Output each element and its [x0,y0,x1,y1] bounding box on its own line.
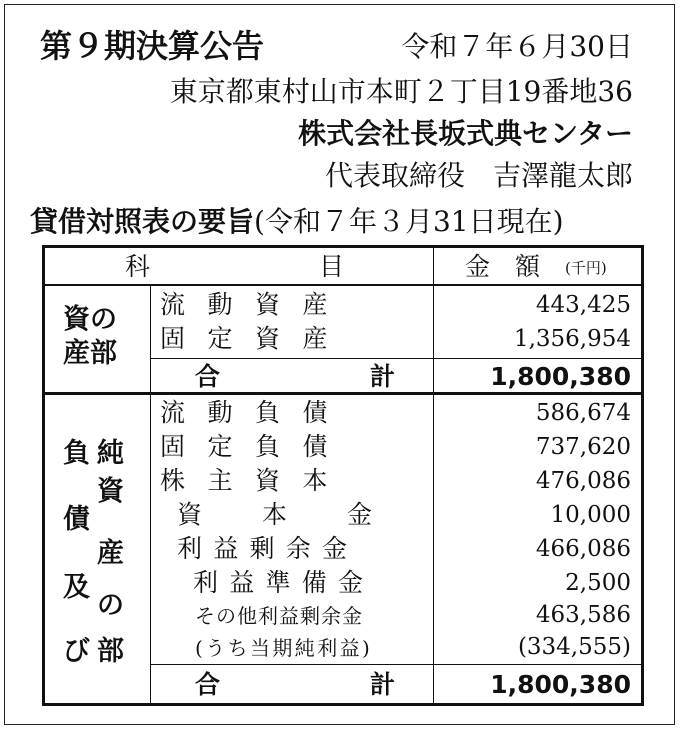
liab-row-label: 資本金 [177,500,433,529]
company-address: 東京都東村山市本町２丁目19番地36 [169,75,633,108]
notice-title: 第９期決算公告 [40,27,265,65]
asset-row-value: 443,425 [535,292,631,318]
subtitle-main: 貸借対照表の要旨 [30,205,255,238]
assets-total-value: 1,800,380 [490,362,631,391]
liab-row-label: 利益剰余金 [177,534,359,563]
liab-row-label: 固定負債 [160,432,351,461]
liab-row-label: 流動負債 [160,398,351,427]
header-rule [45,284,641,286]
liab-section-char: 資 [97,476,124,507]
company-name: 株式会社長坂式典センター [298,117,633,150]
liab-row-value: 466,086 [535,536,631,562]
liab-section-char: 産 [97,538,124,569]
liab-total-rule [150,664,641,665]
liab-total-label-right: 計 [370,670,396,699]
liab-section-char: 純 [97,438,124,469]
assets-total-label-right: 計 [370,362,396,391]
liab-section-char: 負 [63,438,90,469]
liab-section-char: 部 [97,636,124,667]
asset-row-label: 流動資産 [160,290,351,319]
representative: 代表取締役 吉澤龍太郎 [324,159,633,192]
liab-row-value: 737,620 [535,434,631,460]
balance-sheet-subtitle [30,205,564,238]
liab-section-char: び [63,636,90,667]
liab-row-label: その他利益剰余金 [195,604,363,628]
liab-row-value: 476,086 [535,468,631,494]
liab-row-label: (うち当期純利益) [195,636,373,660]
assets-total-label-left: 合 [195,362,221,391]
notice-date: 令和７年６月30日 [401,30,633,63]
liab-row-value: 2,500 [565,570,631,596]
header-item-right: 目 [319,252,345,281]
liab-total-label-left: 合 [195,670,221,699]
header-amount: 金 額 [465,252,541,281]
liab-row-value: 10,000 [550,502,631,528]
asset-row-value: 1,356,954 [513,326,631,352]
liab-row-value: 463,586 [535,602,631,628]
subtitle-date: (令和７年３月31日現在) [254,205,564,238]
liab-row-label: 株主資本 [160,466,351,495]
assets-section-label-1: 資の [63,304,117,335]
section-divider [150,285,151,703]
asset-row-label: 固定資産 [160,324,351,353]
header-unit: (千円) [565,259,607,277]
liab-row-value: (334,555) [517,634,631,660]
liab-total-value: 1,800,380 [490,670,631,699]
assets-end-rule [45,392,641,395]
assets-section-label-2: 産部 [63,338,117,369]
liab-section-char: 及 [63,572,90,603]
liab-row-label: 利益準備金 [193,568,375,597]
assets-total-rule [150,358,641,359]
liab-section-char: の [97,590,124,621]
balance-sheet-table [42,245,644,706]
liab-row-value: 586,674 [535,400,631,426]
liab-section-char: 債 [63,504,90,535]
amount-divider [433,248,434,703]
header-item-left: 科 [125,252,151,281]
